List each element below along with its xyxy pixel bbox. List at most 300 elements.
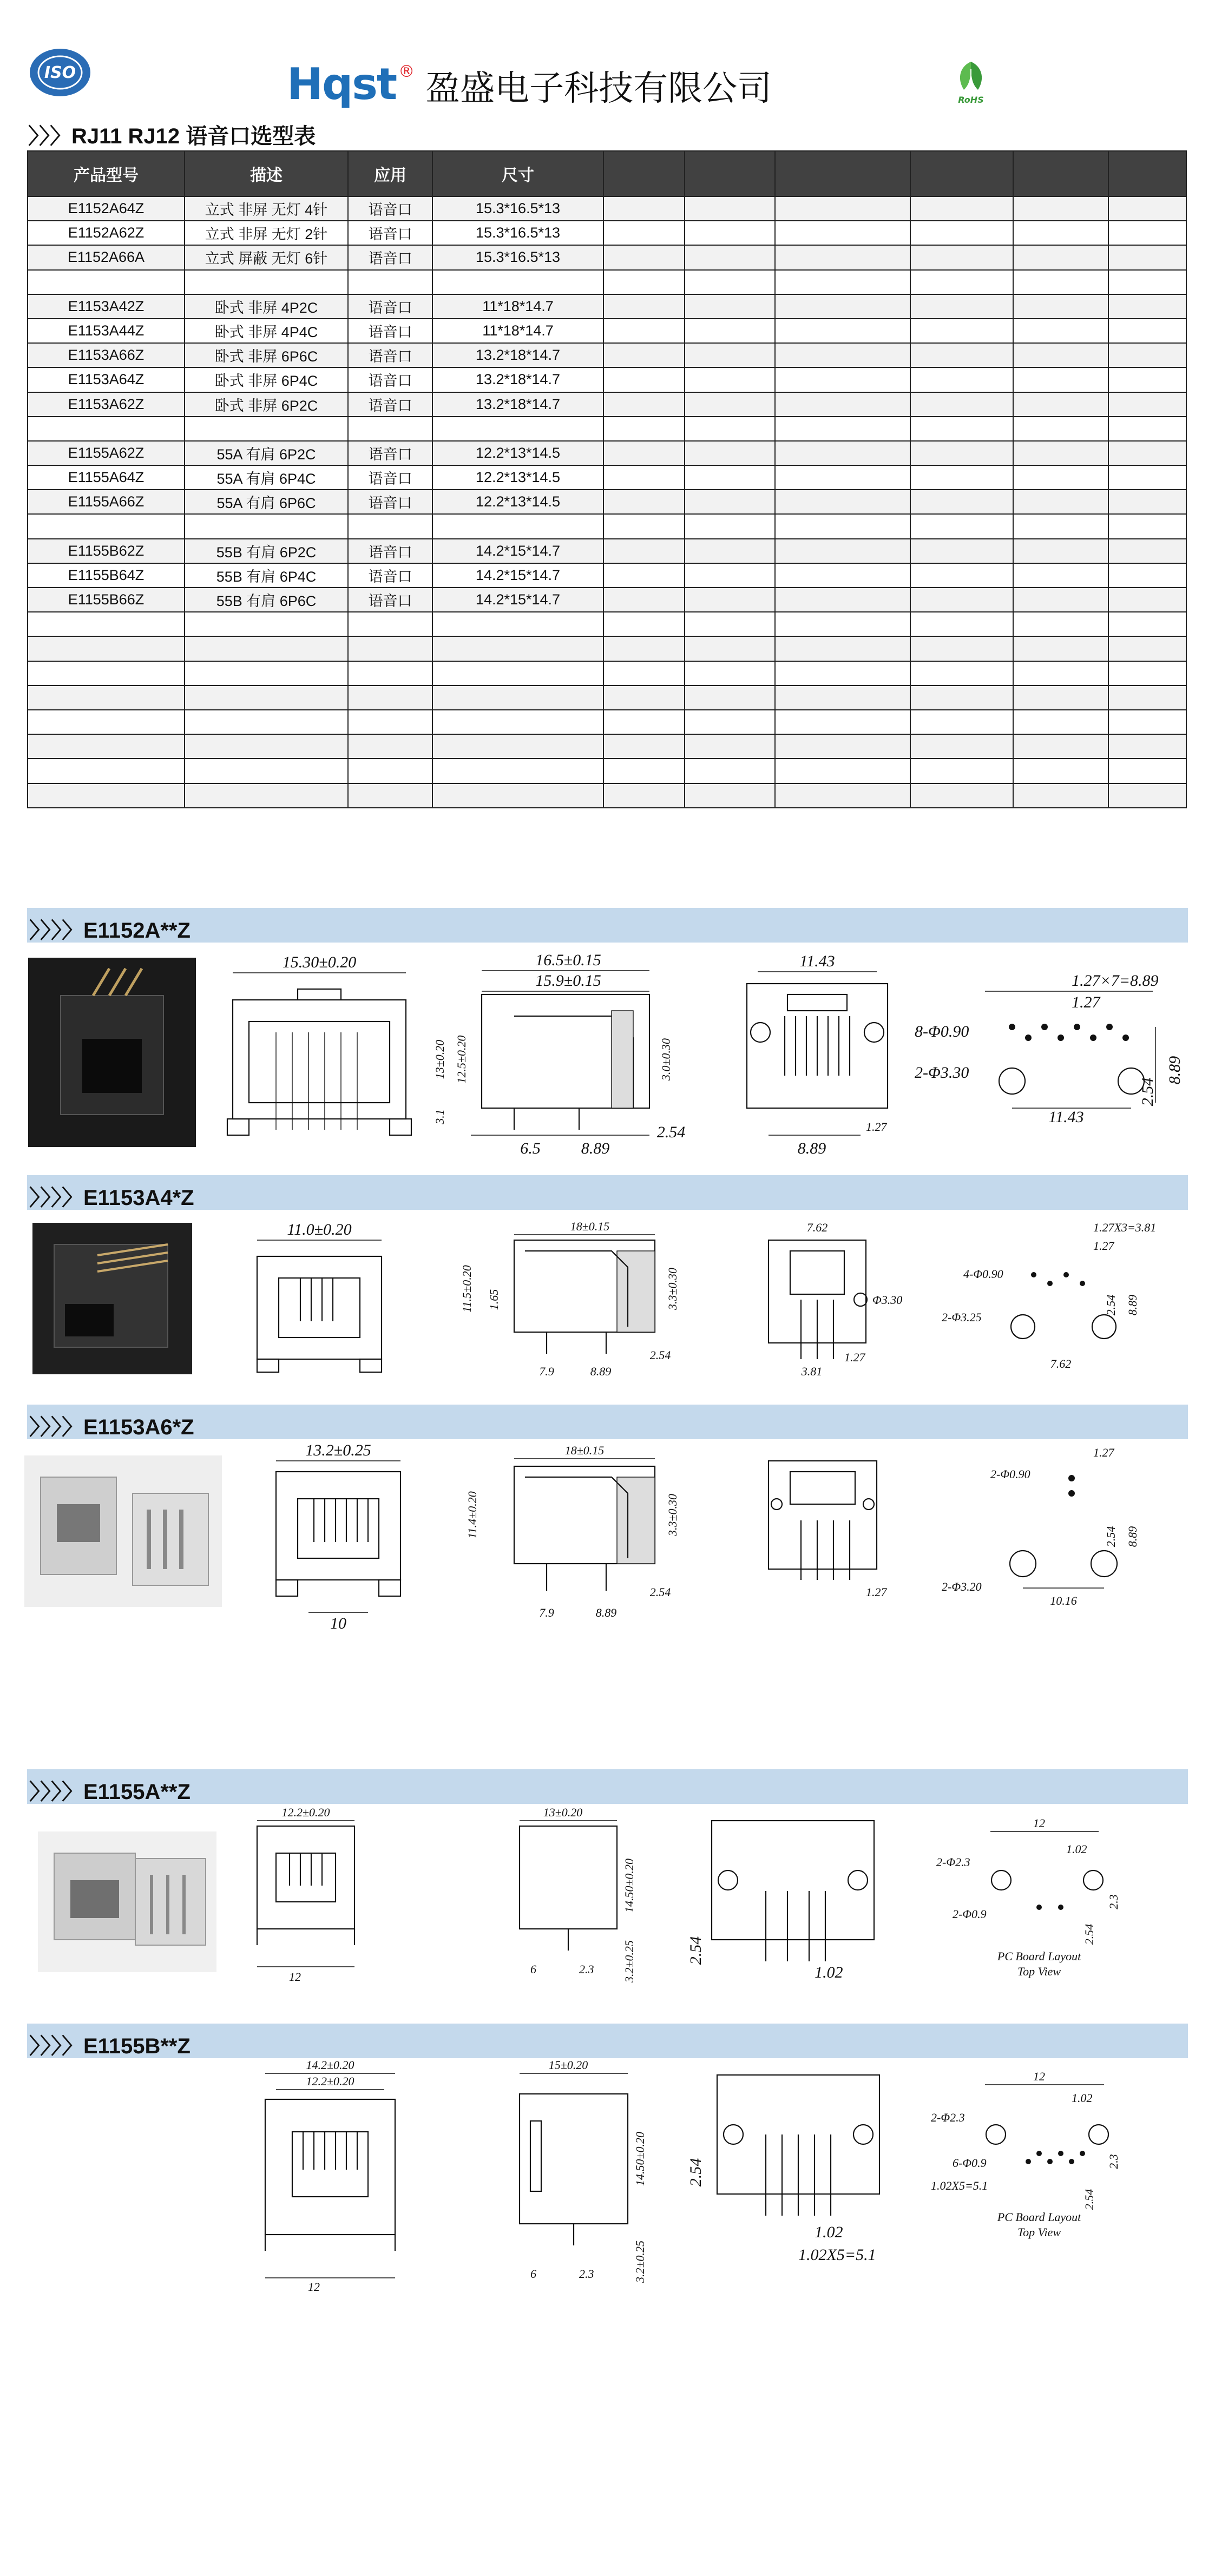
table-cell (348, 710, 432, 734)
table-cell (432, 270, 603, 294)
rear-view-e1153a6 (758, 1450, 898, 1612)
table-cell (775, 563, 910, 588)
table-cell: 12.2*13*14.5 (432, 465, 603, 490)
front-view-e1155b (254, 2056, 406, 2294)
table-cell (1108, 759, 1186, 783)
table-row (28, 686, 1186, 710)
table-cell (1013, 417, 1108, 441)
table-cell: 立式 非屏 无灯 4针 (185, 196, 348, 221)
table-cell (1108, 392, 1186, 417)
table-cell (28, 514, 185, 538)
table-cell (685, 686, 775, 710)
table-cell (1108, 661, 1186, 686)
rear-view-e1153a4 (758, 1218, 909, 1381)
table-cell (775, 270, 910, 294)
table-cell (775, 734, 910, 759)
rear-view-e1152a (736, 951, 898, 1157)
table-cell: 语音口 (348, 196, 432, 221)
table-cell (1013, 563, 1108, 588)
table-cell (1108, 734, 1186, 759)
table-header-row (28, 151, 1186, 196)
section-bar-e1155a (27, 1769, 1188, 1804)
dimension-label: 2-Φ2.3 (931, 2111, 965, 2124)
table-cell (348, 734, 432, 759)
dimension-label: 11.43 (1048, 1108, 1084, 1126)
table-cell (1013, 588, 1108, 612)
dimension-label: 14.50±0.20 (622, 1858, 636, 1913)
table-cell: 立式 非屏 无灯 2针 (185, 221, 348, 245)
table-cell (603, 612, 685, 636)
dimension-label: 18±0.15 (564, 1444, 605, 1457)
table-cell (1108, 588, 1186, 612)
dimension-label: 1.27 (1072, 993, 1100, 1011)
table-cell: 12.2*13*14.5 (432, 490, 603, 514)
column-header (685, 151, 775, 196)
dimension-label: 11.43 (799, 952, 835, 970)
table-cell: E1152A62Z (28, 221, 185, 245)
table-cell (775, 245, 910, 269)
table-cell (1108, 294, 1186, 319)
dimension-label: 1.27×7=8.89 (1072, 972, 1159, 990)
table-cell (28, 759, 185, 783)
table-cell (185, 270, 348, 294)
table-cell (603, 294, 685, 319)
table-cell (348, 417, 432, 441)
table-cell (685, 367, 775, 392)
table-cell (1108, 196, 1186, 221)
table-cell (910, 465, 1013, 490)
table-cell (28, 686, 185, 710)
table-cell (603, 343, 685, 367)
table-cell (1013, 441, 1108, 465)
table-cell: 13.2*18*14.7 (432, 392, 603, 417)
table-row (28, 710, 1186, 734)
table-cell (603, 563, 685, 588)
dimension-label: 1.27 (866, 1585, 887, 1599)
table-cell (432, 734, 603, 759)
table-cell (685, 221, 775, 245)
dimension-label: 2.3 (1107, 2154, 1120, 2169)
table-cell (910, 661, 1013, 686)
front-view-e1152a (216, 951, 422, 1157)
dimension-label: 1.27 (1093, 1239, 1114, 1253)
table-cell (1013, 661, 1108, 686)
table-cell (603, 221, 685, 245)
table-cell: E1155B66Z (28, 588, 185, 612)
dimension-label: 7.9 (539, 1606, 554, 1619)
table-cell (685, 270, 775, 294)
table-cell (1013, 270, 1108, 294)
dimension-label: 14.2±0.20 (306, 2058, 354, 2072)
table-cell: 55A 有肩 6P6C (185, 490, 348, 514)
table-cell: 14.2*15*14.7 (432, 563, 603, 588)
dimension-label: 2-Φ3.30 (915, 1064, 969, 1082)
table-cell (28, 783, 185, 808)
table-cell (185, 734, 348, 759)
table-cell (28, 417, 185, 441)
table-cell (185, 636, 348, 661)
table-cell (28, 636, 185, 661)
table-cell (185, 759, 348, 783)
table-cell (775, 686, 910, 710)
pcb-layout-e1153a4 (931, 1218, 1180, 1381)
table-cell (775, 221, 910, 245)
dimension-label: 10.16 (1050, 1594, 1077, 1607)
table-cell (1013, 783, 1108, 808)
table-row (28, 588, 1186, 612)
front-view-e1153a4 (246, 1218, 392, 1381)
table-cell (775, 367, 910, 392)
dimension-label: 8.89 (590, 1365, 612, 1378)
dimension-label: 12 (308, 2280, 320, 2294)
table-cell (603, 539, 685, 563)
dimension-label: 8.89 (581, 1139, 610, 1157)
dimension-label: 1.02 (815, 2223, 843, 2241)
dimension-label: 10 (330, 1615, 346, 1632)
table-cell (603, 686, 685, 710)
dimension-label: 11.4±0.20 (465, 1491, 479, 1539)
table-cell: 卧式 非屏 4P2C (185, 294, 348, 319)
table-cell (1013, 245, 1108, 269)
dimension-label: 15.9±0.15 (535, 972, 601, 990)
table-cell (685, 343, 775, 367)
table-cell (775, 294, 910, 319)
dimension-label: 18±0.15 (570, 1220, 610, 1233)
table-cell (1013, 490, 1108, 514)
table-cell (1013, 759, 1108, 783)
table-cell: 13.2*18*14.7 (432, 367, 603, 392)
table-cell (775, 196, 910, 221)
table-cell (910, 710, 1013, 734)
table-cell (685, 661, 775, 686)
dimension-label: 2.54 (1104, 1526, 1118, 1547)
section-bar-e1152a (27, 908, 1188, 943)
section-title: 〉〉〉〉E1155A**Z (29, 1780, 191, 1804)
dimension-label: 12 (1033, 2070, 1045, 2083)
table-cell (432, 686, 603, 710)
table-cell: 语音口 (348, 221, 432, 245)
table-cell (685, 612, 775, 636)
section-bar-e1153a4 (27, 1175, 1188, 1210)
table-row (28, 759, 1186, 783)
table-cell (185, 514, 348, 538)
dimension-label: 6 (530, 2267, 536, 2281)
table-cell (603, 661, 685, 686)
dimension-label: 12 (1033, 1816, 1045, 1830)
table-cell (775, 710, 910, 734)
column-header (603, 151, 685, 196)
table-cell (685, 539, 775, 563)
table-row (28, 221, 1186, 245)
table-cell: 55A 有肩 6P4C (185, 465, 348, 490)
table-cell (910, 196, 1013, 221)
table-title: 〉〉〉RJ11 RJ12 语音口选型表 (28, 124, 316, 148)
table-cell (910, 417, 1013, 441)
dimension-label: 3.3±0.30 (666, 1493, 679, 1537)
table-cell (1013, 686, 1108, 710)
table-cell (775, 588, 910, 612)
product-photo-e1153a6 (24, 1455, 222, 1607)
table-cell: 语音口 (348, 343, 432, 367)
table-cell (1108, 367, 1186, 392)
dimension-label: 6-Φ0.9 (953, 2156, 987, 2170)
table-cell: 语音口 (348, 465, 432, 490)
table-cell (910, 441, 1013, 465)
dimension-label: 2.54 (1139, 1077, 1157, 1106)
table-cell (910, 343, 1013, 367)
table-cell (1013, 465, 1108, 490)
registered-mark: ® (398, 62, 415, 81)
table-cell (685, 710, 775, 734)
dimension-label: 13.2±0.25 (305, 1441, 371, 1459)
dimension-label: 2.54 (656, 1123, 686, 1141)
table-cell (1108, 636, 1186, 661)
dimension-label: Φ3.30 (872, 1293, 903, 1307)
table-cell (432, 710, 603, 734)
table-cell (603, 367, 685, 392)
dimension-label: 1.27 (1093, 1446, 1114, 1459)
table-cell: 语音口 (348, 367, 432, 392)
table-cell (603, 417, 685, 441)
dimension-label: 2-Φ0.9 (953, 1907, 987, 1921)
pcb-layout-e1155a (931, 1810, 1147, 1988)
table-cell (1108, 319, 1186, 343)
table-cell (603, 319, 685, 343)
side-view-e1155b (509, 2056, 655, 2294)
table-cell (1108, 612, 1186, 636)
table-cell (348, 686, 432, 710)
dimension-label: 1.27 (844, 1350, 865, 1364)
table-cell (685, 417, 775, 441)
dimension-label: 8.89 (1126, 1526, 1139, 1547)
table-row (28, 367, 1186, 392)
table-cell: 语音口 (348, 588, 432, 612)
table-cell (1013, 612, 1108, 636)
table-cell: 55A 有肩 6P2C (185, 441, 348, 465)
table-cell (910, 636, 1013, 661)
table-cell (1108, 221, 1186, 245)
table-cell (432, 514, 603, 538)
section-title: 〉〉〉〉E1153A6*Z (29, 1415, 194, 1439)
table-cell (1013, 392, 1108, 417)
table-cell (28, 710, 185, 734)
table-cell: 15.3*16.5*13 (432, 221, 603, 245)
table-cell (1108, 441, 1186, 465)
table-cell: 语音口 (348, 319, 432, 343)
table-row (28, 245, 1186, 269)
table-cell: 55B 有肩 6P6C (185, 588, 348, 612)
table-cell (685, 759, 775, 783)
column-header (1013, 151, 1108, 196)
table-cell (1108, 514, 1186, 538)
selection-table (27, 150, 1187, 808)
table-cell (603, 490, 685, 514)
column-header (775, 151, 910, 196)
table-cell (348, 270, 432, 294)
dimension-label: 3.3±0.30 (666, 1267, 679, 1310)
table-cell (685, 588, 775, 612)
table-cell (685, 319, 775, 343)
table-cell: E1155B64Z (28, 563, 185, 588)
table-cell (185, 612, 348, 636)
section-title: 〉〉〉〉E1153A4*Z (29, 1186, 194, 1210)
table-cell (1108, 539, 1186, 563)
pcb-board-label: PC Board Layout (997, 2210, 1081, 2224)
dimension-label: 12 (289, 1970, 301, 1983)
table-cell: 15.3*16.5*13 (432, 196, 603, 221)
table-cell (603, 270, 685, 294)
table-cell (685, 783, 775, 808)
dimension-label: 1.02X5=5.1 (798, 2246, 876, 2264)
column-header (1108, 151, 1186, 196)
table-cell (1108, 563, 1186, 588)
table-cell (432, 661, 603, 686)
dimension-label: 15±0.20 (548, 2058, 588, 2072)
column-header: 尺寸 (432, 151, 603, 196)
table-cell (348, 661, 432, 686)
dimension-label: 2-Φ3.25 (942, 1310, 982, 1324)
table-cell: 语音口 (348, 563, 432, 588)
table-cell (1108, 343, 1186, 367)
table-cell (1108, 270, 1186, 294)
dimension-label: 2-Φ2.3 (936, 1855, 970, 1869)
side-view-e1155a (509, 1804, 655, 1983)
table-cell (910, 539, 1013, 563)
dimension-label: 3.1 (433, 1109, 446, 1124)
table-cell: E1152A66A (28, 245, 185, 269)
table-row (28, 734, 1186, 759)
table-cell: E1155B62Z (28, 539, 185, 563)
product-photo-e1152a (28, 958, 196, 1147)
table-row (28, 417, 1186, 441)
table-cell (1108, 686, 1186, 710)
table-cell (348, 636, 432, 661)
column-header: 描述 (185, 151, 348, 196)
dimension-label: 14.50±0.20 (633, 2131, 647, 2186)
dimension-label: 1.02 (1072, 2091, 1093, 2105)
side-view-e1152a (433, 951, 693, 1157)
dimension-label: 3.2±0.25 (633, 2240, 647, 2283)
table-cell (1013, 734, 1108, 759)
table-cell (685, 294, 775, 319)
dimension-label: 2.54 (1082, 1923, 1096, 1945)
section-bar-e1155b (27, 2024, 1188, 2058)
table-row (28, 319, 1186, 343)
product-photo-e1153a4 (32, 1223, 192, 1374)
side-view-e1153a4 (455, 1218, 693, 1386)
table-cell (910, 588, 1013, 612)
dimension-label: 1.27 (866, 1120, 887, 1134)
table-cell (603, 514, 685, 538)
dimension-label: 8.89 (595, 1606, 617, 1619)
top-view-label: Top View (1017, 1965, 1061, 1978)
table-cell (910, 734, 1013, 759)
table-cell: E1153A62Z (28, 392, 185, 417)
table-cell (1013, 319, 1108, 343)
table-cell (685, 490, 775, 514)
table-cell (28, 661, 185, 686)
rohs-icon (950, 58, 992, 105)
iso-certification-icon (28, 48, 92, 97)
table-cell (685, 245, 775, 269)
dimension-label: 2.3 (1107, 1894, 1120, 1909)
table-cell (775, 612, 910, 636)
table-cell (1013, 636, 1108, 661)
dimension-label: 11.5±0.20 (460, 1265, 474, 1313)
top-view-label: Top View (1017, 2225, 1061, 2239)
table-cell: E1155A66Z (28, 490, 185, 514)
table-row (28, 636, 1186, 661)
table-row (28, 294, 1186, 319)
table-cell: 语音口 (348, 539, 432, 563)
table-cell (185, 661, 348, 686)
column-header: 产品型号 (28, 151, 185, 196)
table-cell (1013, 514, 1108, 538)
table-cell (910, 686, 1013, 710)
table-cell: 12.2*13*14.5 (432, 441, 603, 465)
table-cell (910, 563, 1013, 588)
iso-text: ISO (44, 63, 76, 82)
table-cell (1013, 710, 1108, 734)
dimension-label: 7.62 (806, 1221, 828, 1234)
table-cell: 立式 屏蔽 无灯 6针 (185, 245, 348, 269)
brand-logo: Hqst (287, 59, 397, 109)
table-cell: E1153A42Z (28, 294, 185, 319)
table-cell (28, 270, 185, 294)
table-row (28, 441, 1186, 465)
table-row (28, 612, 1186, 636)
table-cell (910, 392, 1013, 417)
table-cell: E1153A64Z (28, 367, 185, 392)
table-cell (1013, 367, 1108, 392)
table-cell (685, 392, 775, 417)
dimension-label: 2.3 (579, 1962, 594, 1976)
table-cell (685, 734, 775, 759)
pcb-layout-e1153a6 (931, 1439, 1180, 1623)
dimension-label: 6.5 (520, 1139, 541, 1157)
table-row (28, 514, 1186, 538)
company-name: 盈盛电子科技有限公司 (425, 69, 772, 109)
table-row (28, 270, 1186, 294)
table-cell (910, 514, 1013, 538)
table-cell (910, 490, 1013, 514)
table-row (28, 563, 1186, 588)
table-cell (910, 294, 1013, 319)
company-brand (287, 52, 772, 109)
dimension-label: 3.81 (801, 1365, 823, 1378)
table-cell (910, 245, 1013, 269)
table-row (28, 490, 1186, 514)
table-cell (910, 612, 1013, 636)
table-cell (685, 465, 775, 490)
section-title: 〉〉〉〉E1152A**Z (29, 919, 191, 943)
table-cell (775, 490, 910, 514)
table-cell: 55B 有肩 6P4C (185, 563, 348, 588)
dimension-label: 12.2±0.20 (281, 1806, 330, 1819)
table-cell: E1153A44Z (28, 319, 185, 343)
table-cell (775, 343, 910, 367)
dimension-label: 2.54 (1104, 1294, 1118, 1316)
table-cell: 语音口 (348, 294, 432, 319)
table-cell (775, 417, 910, 441)
table-cell (603, 588, 685, 612)
table-cell (910, 270, 1013, 294)
table-cell (603, 783, 685, 808)
table-cell (1108, 783, 1186, 808)
table-cell (775, 661, 910, 686)
table-cell (28, 612, 185, 636)
table-cell (1013, 343, 1108, 367)
